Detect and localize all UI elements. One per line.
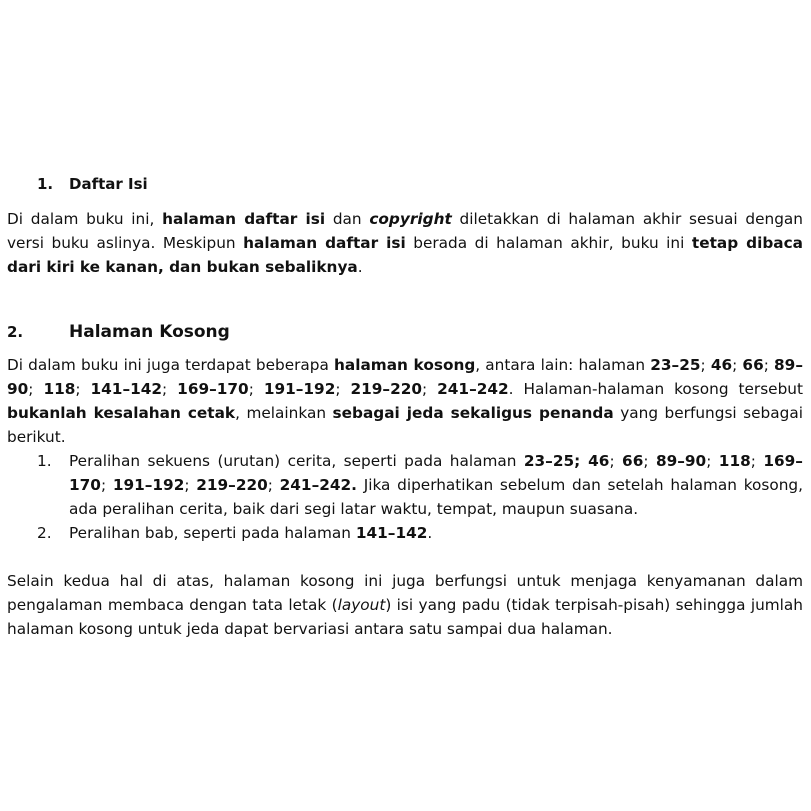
text-run: ) isi yang padu (tidak terpisah-pisah) sehingga jumlah halaman kosong untuk jeda dapat bervariasi antara satu sampai dua halaman. bbox=[7, 596, 803, 638]
page-ref: 241–242 bbox=[437, 380, 509, 398]
document-page bbox=[7, 172, 803, 641]
list-item-text bbox=[69, 449, 803, 521]
function-list bbox=[7, 449, 803, 545]
separator: ; bbox=[248, 380, 264, 398]
separator: ; bbox=[100, 476, 113, 494]
text-run: . Halaman-halaman kosong tersebut bbox=[508, 380, 803, 398]
page-ref: 23–25 bbox=[650, 356, 701, 374]
page-ref: 46 bbox=[710, 356, 733, 374]
list-item bbox=[7, 449, 803, 521]
page-ref: 169–170 bbox=[69, 452, 803, 494]
text-run: , melainkan bbox=[235, 404, 333, 422]
text-run: yang berfungsi sebagai berikut. bbox=[7, 404, 803, 446]
text-run: Jika diperhatikan sebelum dan setelah halaman kosong, ada peralihan cerita, baik dari segi latar waktu, tempat, maupun suasana. bbox=[69, 476, 803, 518]
list-item bbox=[7, 521, 803, 545]
section-heading-halaman-kosong bbox=[7, 319, 803, 345]
italic-run: layout bbox=[337, 596, 386, 614]
separator: ; bbox=[28, 380, 44, 398]
page-ref: 169–170 bbox=[177, 380, 249, 398]
text-run: Peralihan bab, seperti pada halaman bbox=[69, 524, 356, 542]
page-ref: 89–90 bbox=[655, 452, 707, 470]
text-run: Peralihan sekuens (urutan) cerita, seperti pada halaman bbox=[69, 452, 524, 470]
separator: ; bbox=[184, 476, 197, 494]
bold-run: bukanlah kesalahan cetak bbox=[7, 404, 236, 422]
page-ref: 219–220 bbox=[196, 476, 268, 494]
section-heading-daftar-isi bbox=[37, 172, 803, 196]
list-item-number: 1. bbox=[37, 452, 52, 470]
section-title: Halaman Kosong bbox=[69, 322, 230, 342]
separator: ; bbox=[643, 452, 656, 470]
bold-run: halaman kosong bbox=[334, 356, 476, 374]
page-ref: 241–242. bbox=[279, 476, 357, 494]
text-run: . bbox=[357, 258, 363, 276]
separator: ; bbox=[422, 380, 438, 398]
list-item-text bbox=[69, 521, 803, 545]
page-ref: 191–192 bbox=[263, 380, 336, 398]
halaman-kosong-paragraph bbox=[7, 353, 803, 449]
bold-run: halaman daftar isi bbox=[162, 210, 326, 228]
page-ref: 141–142 bbox=[355, 524, 428, 542]
separator: ; bbox=[750, 452, 764, 470]
closing-paragraph bbox=[7, 569, 803, 641]
separator: ; bbox=[162, 380, 178, 398]
separator: ; bbox=[335, 380, 351, 398]
bold-run: sebagai jeda sekaligus penanda bbox=[332, 404, 614, 422]
page-ref: 118 bbox=[718, 452, 751, 470]
page-ref: 141–142 bbox=[90, 380, 163, 398]
page-ref: 66 bbox=[742, 356, 764, 374]
separator: ; bbox=[700, 356, 711, 374]
text-run: diletakkan di halaman akhir sesuai dengan versi buku aslinya. Meskipun bbox=[7, 210, 803, 252]
section-number: 1. bbox=[37, 175, 54, 193]
separator: ; bbox=[609, 452, 623, 470]
separator: ; bbox=[763, 356, 775, 374]
bold-run: halaman daftar isi bbox=[243, 234, 406, 252]
bold-run: tetap dibaca dari kiri ke kanan, dan bukan sebaliknya bbox=[7, 234, 803, 276]
page-ref: 66 bbox=[622, 452, 644, 470]
text-run: berada di halaman akhir, buku ini bbox=[405, 234, 692, 252]
text-run: Di dalam buku ini juga terdapat beberapa bbox=[7, 356, 335, 374]
page-ref: 23–25; 46 bbox=[523, 452, 610, 470]
page-ref: 219–220 bbox=[350, 380, 422, 398]
text-run: . bbox=[427, 524, 433, 542]
bold-italic-run: copyright bbox=[369, 210, 452, 228]
text-run: Selain kedua hal di atas, halaman kosong ini juga berfungsi untuk menjaga kenyamanan dalam pengalaman membaca dengan tata letak ( bbox=[7, 572, 803, 614]
daftar-isi-paragraph bbox=[7, 207, 803, 279]
page-ref: 89–90 bbox=[7, 356, 803, 398]
page-ref: 191–192 bbox=[112, 476, 185, 494]
page-ref: 118 bbox=[43, 380, 76, 398]
separator: ; bbox=[75, 380, 91, 398]
separator: ; bbox=[732, 356, 743, 374]
section-title: Daftar Isi bbox=[69, 175, 148, 193]
list-item-number: 2. bbox=[37, 524, 52, 542]
text-run: Di dalam buku ini, bbox=[7, 210, 163, 228]
section-number: 2. bbox=[7, 323, 24, 341]
separator: ; bbox=[706, 452, 719, 470]
text-run: dan bbox=[325, 210, 370, 228]
separator: ; bbox=[267, 476, 280, 494]
text-run: , antara lain: halaman bbox=[475, 356, 651, 374]
